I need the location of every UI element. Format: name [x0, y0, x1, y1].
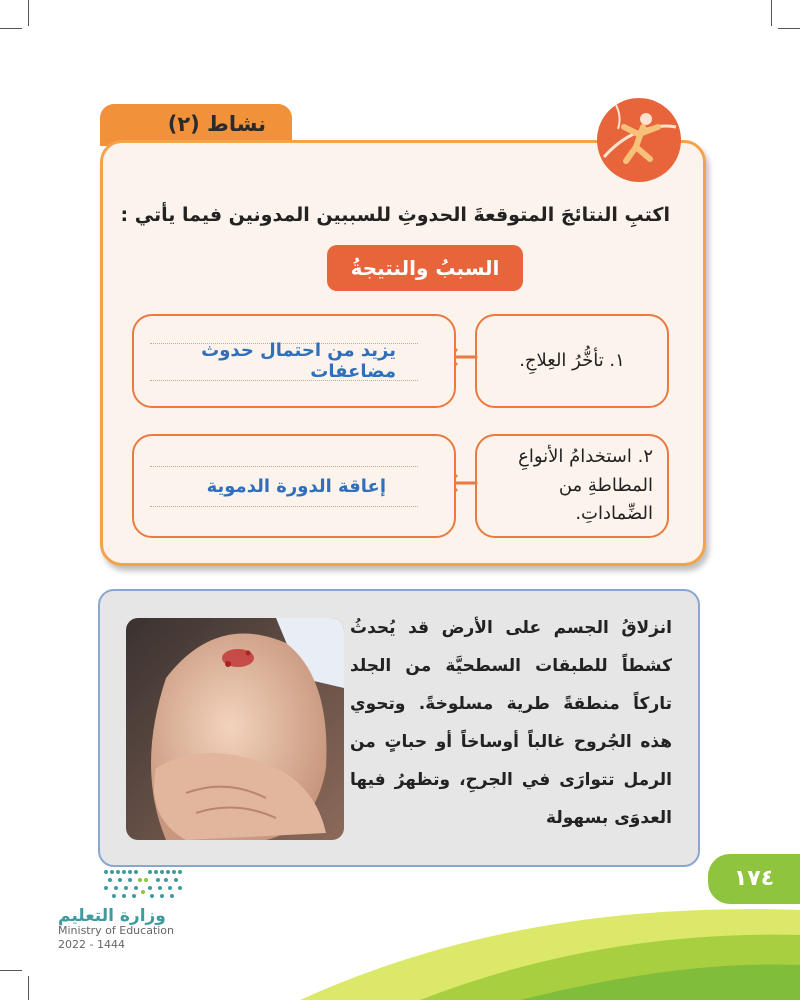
effect-text-1: يزيد من احتمال حدوث مضاعفات — [201, 340, 396, 382]
cause-box-1 — [475, 314, 669, 408]
ministry-name-arabic: وزارة التعليم — [58, 906, 166, 926]
cause-text-2: ٢. استخدامُ الأنواعِ المطاطةِ من الضِّماداتِ. — [518, 445, 653, 525]
activity-instruction: اكتبِ النتائجَ المتوقعةَ الحدوثِ للسببين المدونين فيما يأتي : — [120, 204, 670, 226]
decorative-swoosh — [0, 880, 800, 1000]
ministry-name-english: Ministry of Education — [58, 924, 175, 937]
crop-mark — [778, 28, 800, 29]
info-paragraph: انزلاقُ الجسم على الأرض قد يُحدثُ كشطاً للطبقات السطحيَّة من الجلد تاركاً منطقةً طرية مسلوخةً. وتحوي هذه الجُروح غالباً أوساخاً أو حباتٍ من الرمل تتوارَى في الجرحِ، وتظهرُ فيها العدوَى بسهولة — [350, 618, 672, 828]
effect-text-2: إعاقة الدورة الدموية — [206, 475, 386, 497]
page-number: ١٧٤ — [708, 854, 800, 904]
activity-person-icon — [596, 97, 682, 183]
cause-box-2 — [475, 434, 669, 538]
effect-box-1 — [132, 314, 456, 408]
activity-title: نشاط (٢) — [167, 112, 266, 136]
cause-effect-heading: السببُ والنتيجةُ — [327, 245, 523, 291]
knee-abrasion-photo — [126, 618, 344, 840]
cause-text-1: ١. تأخُّرُ العِلاجِ. — [519, 349, 625, 371]
effect-box-2 — [132, 434, 456, 538]
crop-mark — [28, 0, 29, 26]
edition-year: 2022 - 1444 — [58, 938, 125, 951]
crop-mark — [0, 28, 22, 29]
crop-mark — [771, 0, 772, 26]
